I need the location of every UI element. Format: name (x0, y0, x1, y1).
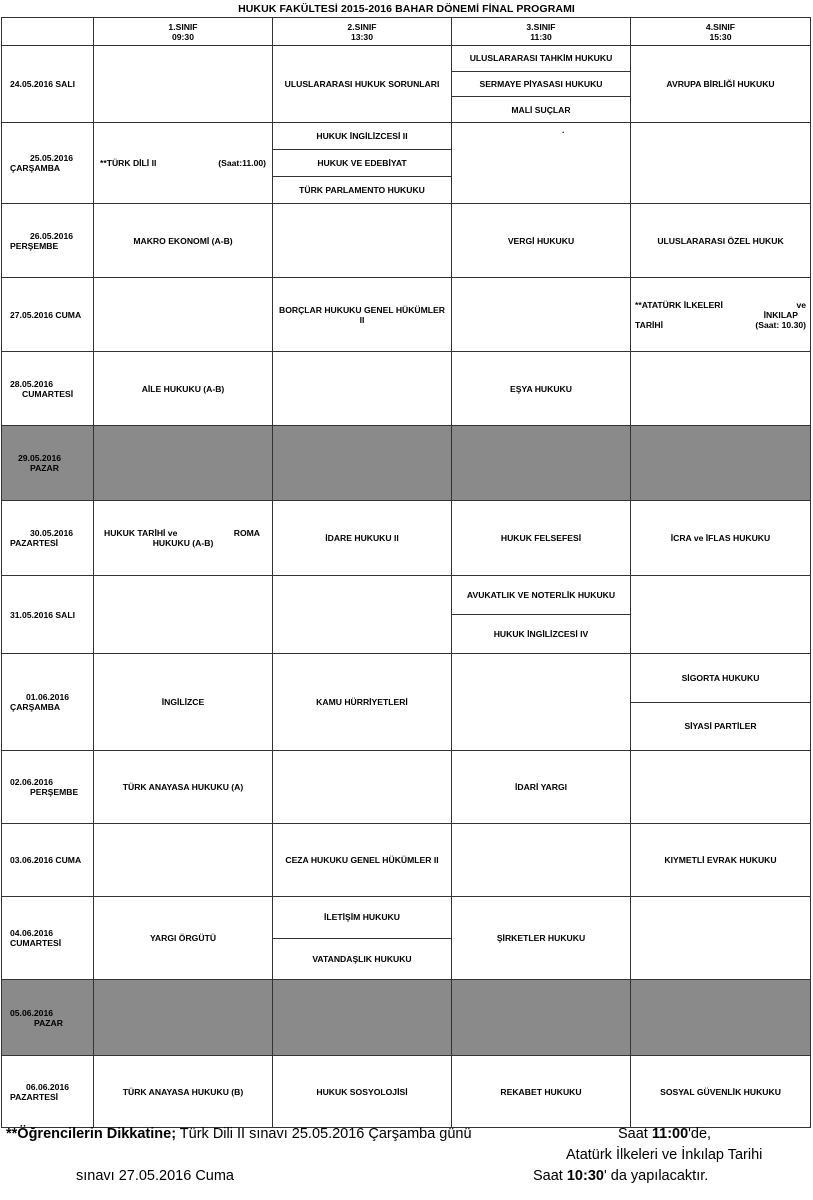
date-text: 02.06.2016 (10, 777, 54, 787)
date-cell (2, 352, 94, 426)
day-text: PAZARTESİ (10, 538, 59, 548)
empty-cell (631, 980, 811, 1056)
notice-lead: **Öğrencilerin Dikkatine; (6, 1126, 177, 1142)
exam-text: TARİHİ (635, 319, 664, 330)
exam-text: ROMA (233, 528, 260, 538)
notice-line-3: sınavı 27.05.2016 Cuma (76, 1168, 234, 1184)
date-cell (2, 204, 94, 278)
exam-cell: ULUSLARARASI ÖZEL HUKUK (631, 204, 811, 278)
notice-time-2 (533, 1168, 708, 1184)
exam-item: MALİ SUÇLAR (511, 104, 571, 115)
header-sinif-label: 1.SINIF (168, 21, 198, 32)
table-row (2, 123, 811, 204)
exam-cell: ŞİRKETLER HUKUKU (452, 897, 631, 980)
exam-cell (631, 278, 811, 352)
notice-time-1 (618, 1126, 711, 1142)
exam-cell-stack (452, 576, 631, 654)
date-cell (2, 1056, 94, 1128)
exam-cell: AVRUPA BİRLİĞİ HUKUKU (631, 46, 811, 123)
exam-cell (94, 576, 273, 654)
exam-cell: HUKUK FELSEFESİ (452, 501, 631, 576)
date-text: 28.05.2016 (10, 378, 54, 389)
date-text: 25.05.2016 (30, 153, 74, 163)
day-text: CUMARTESİ (10, 938, 62, 948)
notice-text: Türk Dili II sınavı 25.05.2016 Çarşamba günü (176, 1126, 472, 1142)
table-row (2, 278, 811, 352)
exam-text: HUKUK TARİHİ ve (104, 528, 178, 538)
date-cell (2, 897, 94, 980)
exam-cell (273, 204, 452, 278)
exam-item: HUKUK VE EDEBİYAT (273, 150, 451, 177)
table-row (2, 204, 811, 278)
empty-cell (452, 980, 631, 1056)
exam-cell (452, 824, 631, 897)
exam-cell: KIYMETLİ EVRAK HUKUKU (631, 824, 811, 897)
header-sinif-label: 2.SINIF (347, 21, 377, 32)
exam-cell (631, 123, 811, 204)
day-text: ÇARŞAMBA (10, 702, 61, 712)
exam-item: SİGORTA HUKUKU (631, 654, 810, 703)
exam-cell-stack (273, 123, 452, 204)
table-row-holiday (2, 980, 811, 1056)
exam-cell: İNGİLİZCE (94, 654, 273, 751)
exam-schedule-table (1, 17, 811, 1128)
notice-text: ' da yapılacaktır. (603, 1168, 709, 1184)
date-text: 06.06.2016 (26, 1081, 70, 1092)
notice-time: 11:00 (651, 1126, 689, 1142)
page-title: HUKUK FAKÜLTESİ 2015-2016 BAHAR DÖNEMİ FİNAL PROGRAMI (238, 3, 575, 15)
header-sinif-label: 4.SINIF (705, 21, 736, 32)
header-empty (2, 18, 94, 46)
table-row (2, 654, 811, 751)
exam-item: HUKUK İNGİLİZCESİ II (273, 123, 451, 150)
exam-cell: TÜRK ANAYASA HUKUKU (A) (94, 751, 273, 824)
exam-cell: MAKRO EKONOMİ (A-B) (94, 204, 273, 278)
table-row (2, 824, 811, 897)
exam-time-text: (Saat: 10.30) (755, 319, 806, 330)
table-row (2, 897, 811, 980)
date-text: 30.05.2016 (30, 528, 74, 538)
exam-time-text: (Saat:11.00) (218, 158, 266, 168)
exam-cell (631, 352, 811, 426)
day-text: PAZAR (34, 1017, 63, 1028)
exam-cell (631, 897, 811, 980)
day-text: CUMARTESİ (22, 388, 74, 399)
date-cell: 27.05.2016 CUMA (2, 278, 94, 352)
exam-cell (273, 751, 452, 824)
exam-text: **ATATÜRK İLKELERİ (635, 299, 723, 310)
exam-cell: REKABET HUKUKU (452, 1056, 631, 1128)
exam-cell (94, 278, 273, 352)
date-cell (2, 426, 94, 501)
date-text: 05.06.2016 (10, 1007, 54, 1018)
table-row (2, 352, 811, 426)
header-sinif-1 (94, 18, 273, 46)
empty-cell (273, 426, 452, 501)
exam-cell (94, 824, 273, 897)
exam-item: AVUKATLIK VE NOTERLİK HUKUKU (452, 576, 630, 615)
exam-cell: İDARE HUKUKU II (273, 501, 452, 576)
exam-cell (452, 654, 631, 751)
exam-cell (273, 278, 452, 352)
table-row (2, 751, 811, 824)
exam-item: HUKUK İNGİLİZCESİ IV (493, 629, 589, 639)
notice-text: Saat (533, 1168, 567, 1184)
exam-cell: İDARİ YARGI (452, 751, 631, 824)
day-text: ÇARŞAMBA (10, 163, 61, 173)
exam-cell: EŞYA HUKUKU (452, 352, 631, 426)
exam-cell (94, 123, 273, 204)
exam-cell-stack (273, 897, 452, 980)
date-cell: 24.05.2016 SALI (2, 46, 94, 123)
exam-cell (631, 751, 811, 824)
exam-cell: KAMU HÜRRİYETLERİ (273, 654, 452, 751)
header-sinif-2 (273, 18, 452, 46)
exam-text: HUKUKU (A-B) (152, 538, 214, 548)
empty-cell (631, 426, 811, 501)
header-row (2, 18, 811, 46)
empty-cell (273, 980, 452, 1056)
header-time-label: 09:30 (172, 31, 194, 42)
table-row (2, 576, 811, 654)
notice-text: Saat (618, 1126, 652, 1142)
date-text: 01.06.2016 (26, 692, 70, 702)
exam-cell (273, 352, 452, 426)
notice-text: 'de, (688, 1126, 712, 1142)
exam-cell: AİLE HUKUKU (A-B) (94, 352, 273, 426)
table-row (2, 501, 811, 576)
header-sinif-label: 3.SINIF (526, 21, 556, 32)
day-text: PAZARTESİ (10, 1091, 59, 1102)
exam-cell: TÜRK ANAYASA HUKUKU (B) (94, 1056, 273, 1128)
date-cell (2, 751, 94, 824)
notice-line-1 (6, 1126, 472, 1142)
day-text: PERŞEMBE (30, 787, 79, 797)
exam-cell-stack (452, 46, 631, 123)
exam-cell: HUKUK SOSYOLOJİSİ (273, 1056, 452, 1128)
empty-cell (452, 426, 631, 501)
exam-text: II (359, 314, 365, 325)
date-text: 26.05.2016 (30, 230, 74, 241)
header-sinif-4 (631, 18, 811, 46)
exam-text: . (562, 125, 565, 135)
exam-cell: YARGI ÖRGÜTÜ (94, 897, 273, 980)
date-cell (2, 123, 94, 204)
date-text: 04.06.2016 (10, 928, 54, 938)
exam-cell: CEZA HUKUKU GENEL HÜKÜMLER II (273, 824, 452, 897)
exam-item: SERMAYE PİYASASI HUKUKU (452, 72, 630, 98)
table-row (2, 1056, 811, 1128)
exam-cell (452, 123, 631, 204)
exam-cell: İCRA ve İFLAS HUKUKU (631, 501, 811, 576)
exam-item: SİYASİ PARTİLER (684, 721, 757, 732)
exam-text: İNKILAP (763, 309, 798, 320)
exam-text: BORÇLAR HUKUKU GENEL HÜKÜMLER (279, 304, 445, 315)
date-cell: 03.06.2016 CUMA (2, 824, 94, 897)
date-cell: 31.05.2016 SALI (2, 576, 94, 654)
exam-text: ve (796, 299, 806, 310)
date-cell (2, 980, 94, 1056)
header-time-label: 15:30 (709, 31, 732, 42)
exam-cell (273, 576, 452, 654)
date-text: 29.05.2016 (18, 453, 62, 463)
exam-item: TÜRK PARLAMENTO HUKUKU (299, 185, 425, 195)
empty-cell (94, 426, 273, 501)
date-cell (2, 501, 94, 576)
exam-cell (94, 501, 273, 576)
header-sinif-3 (452, 18, 631, 46)
notice-line-2: Atatürk İlkeleri ve İnkılap Tarihi (566, 1147, 763, 1163)
exam-item: İLETİŞİM HUKUKU (273, 897, 451, 939)
exam-cell: ULUSLARARASI HUKUK SORUNLARI (273, 46, 452, 123)
table-row-holiday (2, 426, 811, 501)
exam-cell (631, 576, 811, 654)
exam-cell (452, 278, 631, 352)
exam-item: VATANDAŞLIK HUKUKU (312, 953, 412, 964)
exam-item: ULUSLARARASI TAHKİM HUKUKU (452, 46, 630, 72)
date-cell (2, 654, 94, 751)
empty-cell (94, 980, 273, 1056)
table-row (2, 46, 811, 123)
exam-cell (94, 46, 273, 123)
exam-text: **TÜRK DİLİ II (100, 158, 157, 168)
exam-cell: VERGİ HUKUKU (452, 204, 631, 278)
notice-time: 10:30 (566, 1168, 604, 1184)
exam-cell: SOSYAL GÜVENLİK HUKUKU (631, 1056, 811, 1128)
day-text: PERŞEMBE (10, 240, 59, 251)
exam-cell-stack (631, 654, 811, 751)
header-time-label: 13:30 (351, 31, 373, 42)
header-time-label: 11:30 (530, 31, 552, 42)
day-text: PAZAR (30, 463, 59, 473)
